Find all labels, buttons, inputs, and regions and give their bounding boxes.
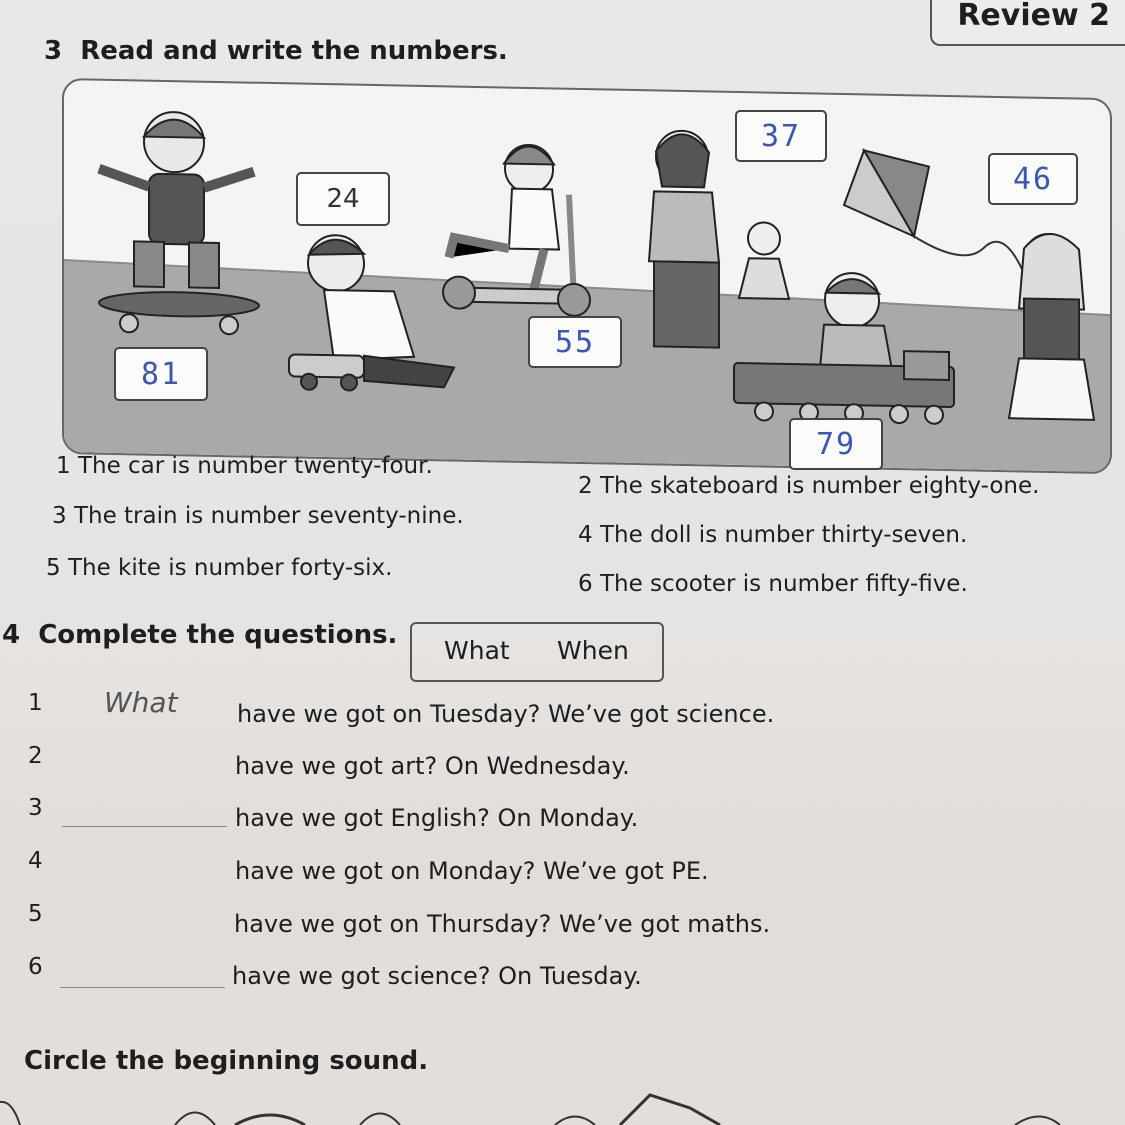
sentence-5 — [46, 555, 392, 581]
question-5-number: 5 — [28, 901, 43, 927]
word-box-item-when: When — [557, 636, 629, 665]
sentence-6-text: The scooter is number fifty-five. — [599, 571, 968, 597]
question-6-text: have we got science? On Tuesday. — [232, 962, 642, 990]
exercise-3-title — [44, 36, 508, 66]
illustration-scene — [64, 80, 1110, 472]
kite-number-box[interactable] — [988, 153, 1078, 205]
bottom-cropped-pictures — [0, 1090, 1125, 1125]
question-1-answer[interactable]: What — [104, 686, 178, 719]
doll-number: 37 — [760, 118, 802, 154]
question-2-text: have we got art? On Wednesday. — [235, 752, 630, 780]
sentence-2-number: 2 — [578, 473, 593, 499]
skateboard-boy-figure — [99, 111, 259, 335]
car-number-box — [296, 172, 390, 226]
exercise-5-title: Circle the beginning sound. — [24, 1046, 429, 1076]
train-number: 79 — [815, 426, 857, 462]
sentence-1 — [56, 453, 433, 479]
illustration-panel — [62, 78, 1112, 474]
question-5-text: have we got on Thursday? We’ve got maths. — [234, 910, 771, 938]
skateboard-number: 81 — [140, 356, 182, 392]
sentence-4-text: The doll is number thirty-seven. — [599, 522, 968, 548]
question-3-blank-line[interactable] — [62, 826, 227, 827]
question-4-number: 4 — [28, 848, 43, 874]
review-label: Review 2 — [957, 0, 1110, 33]
sentence-6 — [578, 571, 968, 597]
scooter-number-box[interactable] — [528, 316, 622, 368]
question-6-number: 6 — [28, 954, 43, 980]
question-6-blank-line[interactable] — [60, 987, 225, 988]
sentence-5-text: The kite is number forty-six. — [67, 555, 393, 581]
exercise-3-number: 3 — [44, 36, 63, 66]
sentence-4-number: 4 — [578, 522, 593, 548]
question-1-text: have we got on Tuesday? We’ve got science. — [237, 700, 775, 728]
sentence-5-number: 5 — [46, 555, 61, 581]
question-3-text: have we got English? On Monday. — [235, 804, 639, 832]
sentence-1-number: 1 — [56, 453, 71, 479]
sentence-1-text: The car is number twenty-four. — [77, 453, 433, 479]
question-1-number: 1 — [28, 690, 43, 716]
exercise-3-instruction: Read and write the numbers. — [80, 36, 508, 66]
sentence-6-number: 6 — [578, 571, 593, 597]
car-number: 24 — [326, 184, 360, 214]
exercise-4-title — [2, 620, 397, 650]
question-3-number: 3 — [28, 795, 43, 821]
train-number-box[interactable] — [789, 418, 883, 470]
word-box — [410, 622, 664, 682]
scooter-girl-figure — [443, 143, 590, 316]
sentence-3-number: 3 — [52, 503, 67, 529]
exercise-4-number: 4 — [2, 620, 21, 650]
sentence-3 — [52, 503, 464, 529]
sentence-2 — [578, 473, 1039, 499]
kite-number: 46 — [1012, 161, 1054, 197]
review-tab — [930, 0, 1125, 46]
sentence-2-text: The skateboard is number eighty-one. — [599, 473, 1040, 499]
sentence-4 — [578, 522, 967, 548]
question-2-number: 2 — [28, 743, 43, 769]
question-4-text: have we got on Monday? We’ve got PE. — [235, 857, 709, 885]
sentence-3-text: The train is number seventy-nine. — [73, 503, 464, 529]
exercise-4-instruction: Complete the questions. — [38, 620, 398, 650]
word-box-item-what: What — [444, 636, 510, 665]
scooter-number: 55 — [554, 324, 596, 360]
skateboard-number-box[interactable] — [114, 347, 208, 401]
doll-number-box[interactable] — [735, 110, 827, 162]
